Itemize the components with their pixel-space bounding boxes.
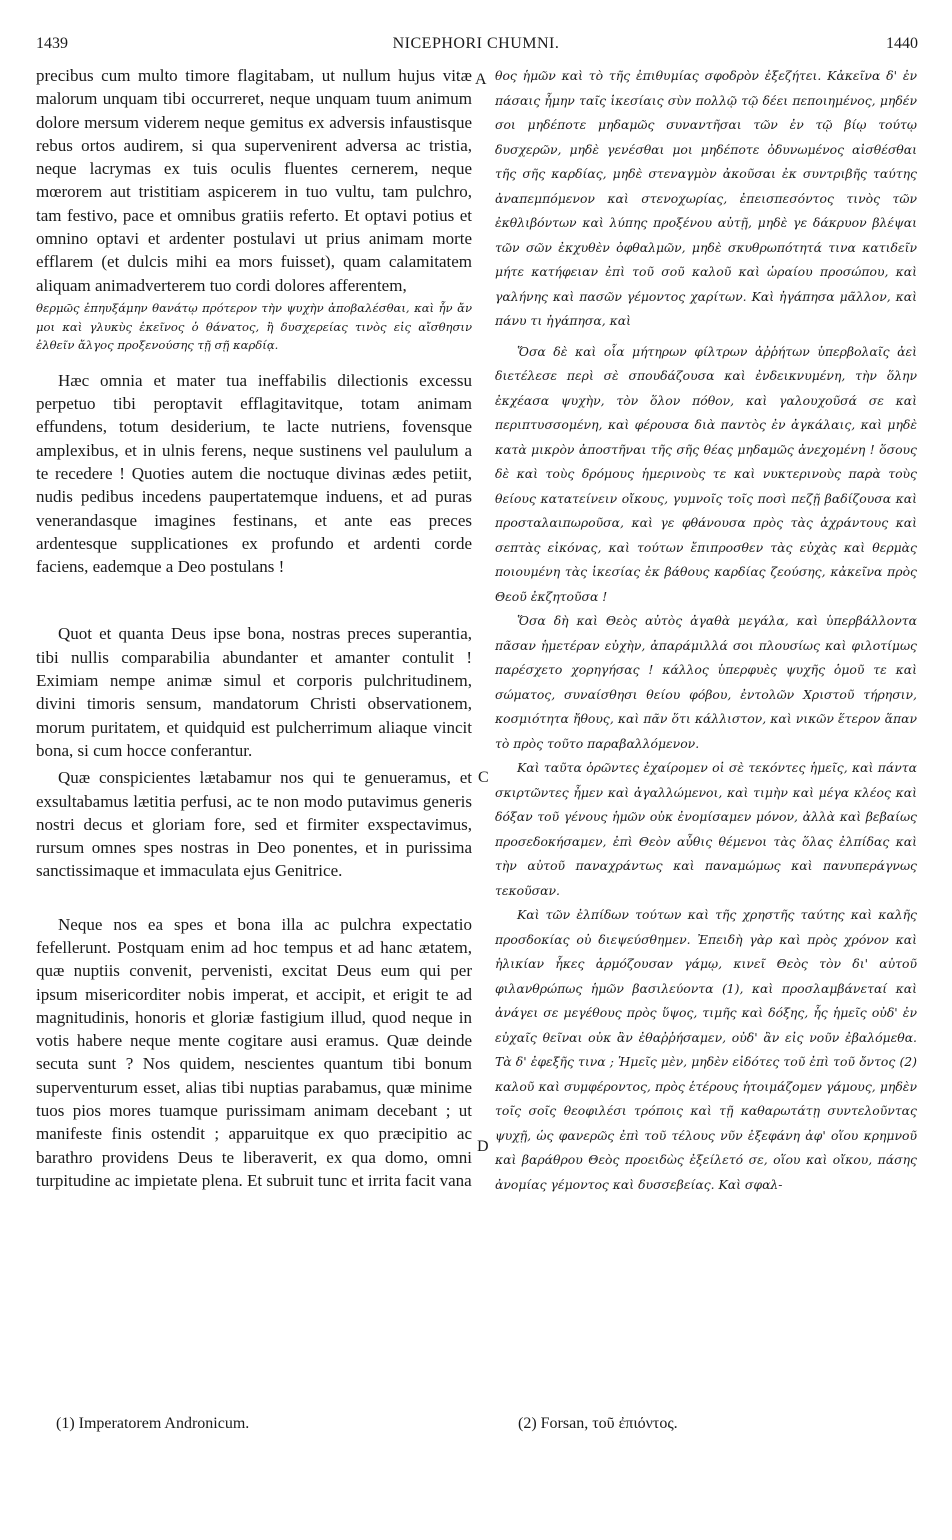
latin-paragraph-3: Quot et quanta Deus ipse bona, nostras preces superantia, tibi nullis comparabilia abundanter et amanter contulit ! Eximiam nempe animæ simul et corporis pulchritudinem, divini timoris sensum, mandatorum Christi observationem, morum puritatem, et quidquid est pulcherrimum aliaque vincit bona, si cum hocce conferantur.: [36, 624, 472, 760]
latin-paragraph-1: precibus cum multo timore flagitabam, ut nullum hujus vitæ malorum unquam tibi occurreret, neque unquam tuum animum dolore mersum viderem neque gemitus ex adversis infaustisque rebus ortos audirem, si qua supervenirent adversa ac tristia, neque lacrymas ex tuis oculis fluentes cernerem, neque mœrorem aut tristitiam aspicerem in tuo vultu, tam pulchro, tam festivo, pace et omnibus gratiis referto. Et optavi potius et omnino optavi et ardenter postulavi ut prius animam morte efflarem (et dulcis mihi ea mors fuisset), quam calamitatem aliquam animadverterem tuo cordi dolores afferentem,: [36, 66, 472, 295]
footnote-2: (2) Forsan, τοῦ ἐπιόντος.: [518, 1415, 678, 1432]
paragraph-gap: [36, 578, 472, 622]
greek-paragraph-1: θος ἡμῶν καὶ τὸ τῆς ἐπιθυμίας σφοδρὸν ἐξεζήτει. Κἀκεῖνα δ' ἐν πάσαις ἦμην ταῖς ἱκεσίαις σὺν πολλῷ τῷ δέει πεποιημένος, μηδέν σοι μηδέποτε μηδαμῶς συναντῆσαι τῶν ἐν τῷ βίῳ τούτῳ δυσχερῶν, μηδὲ γενέσθαι μοι μηδέποτε ὀδυνωμένος αἰσθέσθαι τῆς σῆς καρδίας, μηδὲ στεναγμὸν ἀκοῦσαι ἐκ συντριβῆς ταύτης ἀναπεμπόμενον καὶ στενοχωρίας, ἐπεισπεσόντος τινὸς τῶν ἐκθλιβόντων καὶ λύπης προξένου αὐτῇ, μηδὲ γε δάκρυον βλέψαι τῶν σῶν ἐκχυθὲν ὀφθαλμῶν, μηδὲ σκυθρωπότητά τινα κατιδεῖν μήτε κατήφειαν ἐπὶ τοῦ σοῦ καλοῦ καὶ ὡραίου προσώπου, καὶ γαλήνης καὶ πασῶν γέμοντος χαρίτων. Καὶ ἠγάπησα μᾶλλον, καὶ πάνυ τι ἠγάπησα, καὶ: [495, 68, 917, 328]
latin-paragraph-5: Neque nos ea spes et bona illa ac pulchra expectatio fefellerunt. Postquam enim ad hoc tempus et ad hanc ætatem, quæ nuptiis convenit, pervenisti, excitat Deus eum qui per ipsum misericorditer nobis imperat, et accipit, et erigit te ad magnitudinis, honoris et gloriæ fastigium illud, quod neque in votis habere neque mente cogitare ausi eramus. Quæ deinde secuta sunt ? Nos quidem, nescientes quantum tibi bonum superventurum esset, alias tibi nuptias parabamus, quæ minime tuos pios mores tuamque purissimam animam decebant ; ut manifeste finis ostendit ; apparuitque ex quo præcipitio ac barathro providens Deus te liberaverit, ex qua domo, omni turpitudine ac impietate plena. Et subruit tunc et irrita facit vana: [36, 914, 472, 1190]
paragraph-gap: [36, 883, 472, 913]
greek-inline-passage: θερμῶς ἐπηυξάμην θανάτῳ πρότερον τὴν ψυχὴν ἀποβαλέσθαι, καὶ ἦν ἄν μοι καὶ γλυκὺς ἐκεῖνος ὁ θάνατος, ἢ δυσχερείας τινὸς εἰς αἴσθησιν ἐλθεῖν ἄλγος προξενούσης τῇ σῇ καρδίᾳ.: [36, 300, 472, 353]
latin-column: [36, 64, 472, 1192]
greek-column: [495, 64, 917, 1197]
running-title: NICEPHORI CHUMNI.: [392, 35, 560, 52]
greek-paragraph-3: Ὅσα δὴ καὶ Θεὸς αὐτὸς ἀγαθὰ μεγάλα, καὶ ὑπερβάλλοντα πᾶσαν ἡμετέραν εὐχὴν, ἀπαράμιλλά σοι πλουσίως καὶ φιλοτίμως παρέσχετο χορηγήσας ! κάλλος ὑπερφυὲς ψυχῆς ὁμοῦ τε καὶ σώματος, συναίσθησι θείου φόβου, ἐντολῶν Χριστοῦ τήρησιν, κοσμιότητα ἤθους, καὶ πᾶν ὅτι κάλλιστον, καὶ νικῶν ἕτερον ἅπαν τὸ πρὸς τοῦτο παραβαλλόμενον.: [495, 613, 917, 751]
greek-paragraph-4: Καὶ ταῦτα ὁρῶντες ἐχαίρομεν οἱ σὲ τεκόντες ἡμεῖς, καὶ πάντα σκιρτῶντες ἦμεν καὶ ἀγαλλώμενοι, καὶ τιμὴν καὶ μέγα κλέος καὶ δόξαν τοῦ γένους ἡμῶν οὐκ ἐνομίσαμεν μόνον, ἀλλὰ καὶ βεβαίως προσεδοκήσαμεν, ἐπὶ Θεὸν αὖθις θέμενοι τὰς ὅλας ἐλπίδας καὶ τὴν αὐτοῦ παναχράντως καὶ παναμώμως καὶ πανυπεράγνως τεκοῦσαν.: [495, 760, 917, 898]
margin-letter-c: C: [478, 769, 489, 786]
greek-paragraph-2: Ὅσα δὲ καὶ οἷα μήτηρων φίλτρων ἀῤῥήτων ὑπερβολαῖς ἀεὶ διετέλεσε περὶ σὲ σπουδάζουσα καὶ ἐνδεικνυμένη, τὴν ὅλην ἐκχέασα ψυχὴν, τὸν ὅλον πόθον, καὶ γαλουχοῦσά σε καὶ περιπτυσσομένη, καὶ φέρουσα διὰ παντὸς ἐν ἀγκάλαις, καὶ μηδὲ κατὰ μικρὸν ἀποστῆναι τῆς σῆς θέας μηδαμῶς ἀνεχομένη ! ὅσους δὲ καὶ τοὺς δρόμους ἡμερινοὺς τε καὶ νυκτερινοὺς παρὰ τοὺς θείους κατατείνειν οἴκους, γυμνοῖς τοῖς ποσὶ πεζῇ βαδίζουσα καὶ προσταλαιπωροῦσα, καὶ γε φθάνουσα πρὸς τὰς ἀχράντους καὶ σεπτὰς εἰκόνας, καὶ τούτων ἔπιπροσθεν τὰς εὐχὰς καὶ θερμὰς ποιουμένη τὰς ἱκεσίας ἐκ βάθους καρδίας ζεούσης, κἀκεῖνα πρὸς Θεοῦ ἐκζητοῦσα !: [495, 343, 917, 604]
latin-paragraph-2: Hæc omnia et mater tua ineffabilis dilectionis excessu perpetuo tibi peroptavit efflagitavitque, totam animam effundens, totum desiderium, te lacte nutriens, fovensque amplexibus, et in ulnis ferens, neque sustinens vel paululum a te recedere ! Quoties autem die noctuque divinas ædes petiit, nudis pedibus incedens paupertatemque induens, et ad puras venerandasque imagines festinans, et ante eas preces ardentesque supplicationes ex profundo et ardenti corde faciens, eademque a Deo postulans !: [36, 370, 472, 577]
margin-letter-d: D: [477, 1138, 489, 1155]
latin-paragraph-4: Quæ conspicientes lætabamur nos qui te genueramus, et exsultabamus lætitia perfusi, ac te non modo putavimus generis nostri decus et gloriam fore, sed et firmiter exspectavimus, rursum omnes spes nostras in Deo ponentes, et in purissima sanctissimaque et immaculata ejus Genitrice.: [36, 768, 472, 881]
greek-paragraph-5: Καὶ τῶν ἐλπίδων τούτων καὶ τῆς χρηστῆς ταύτης καὶ καλῆς προσδοκίας οὐ διεψεύσθημεν. Ἐπειδὴ γὰρ καὶ πρὸς χρόνον καὶ ἡλικίαν ἧκες ἁρμόζουσαν γάμῳ, κινεῖ Θεὸς τὸν δι' αὐτοῦ φιλανθρώπως ἡμῶν βασιλεύοντα (1), καὶ προσλαμβάνεταί καὶ ἀνάγει σε μεγέθους πρὸς ὕψος, τιμῆς καὶ δόξης, ἧς ἡμεῖς οὐδ' ἐν εὐχαῖς θεῖναι οὐκ ἂν ἐθαῤῥήσαμεν, οὐδ' ἂν εἰς νοῦν ἐβαλόμεθα. Τὰ δ' ἐφεξῆς τινα ; Ἡμεῖς μὲν, μηδὲν εἰδότες τοῦ ἐπὶ τοῦ ὄντος (2) καλοῦ καὶ συμφέροντος, πρὸς ἑτέρους ἡτοιμάζομεν γάμους, μηδὲν τοῖς σοῖς θεοφιλέσι τρόποις καὶ τῇ καθαρωτάτῃ συντελοῦντας ψυχῇ, ὡς φανερῶς ἐπὶ τοῦ τέλους νῦν ἐξεφάνη ἀφ' οἵου κρημνοῦ καὶ βαράθρου Θεὸς προειδὼς ἐξείλετό σε, οἵου καὶ οἴκου, πάσης ἀνομίας γέμοντος καὶ δυσσεβείας. Καὶ σφαλ-: [495, 907, 917, 1192]
footnote-1: (1) Imperatorem Andronicum.: [56, 1415, 250, 1432]
page-number-left: 1439: [36, 35, 68, 52]
margin-letter-a: A: [475, 71, 487, 88]
page-number-right: 1440: [886, 35, 918, 52]
